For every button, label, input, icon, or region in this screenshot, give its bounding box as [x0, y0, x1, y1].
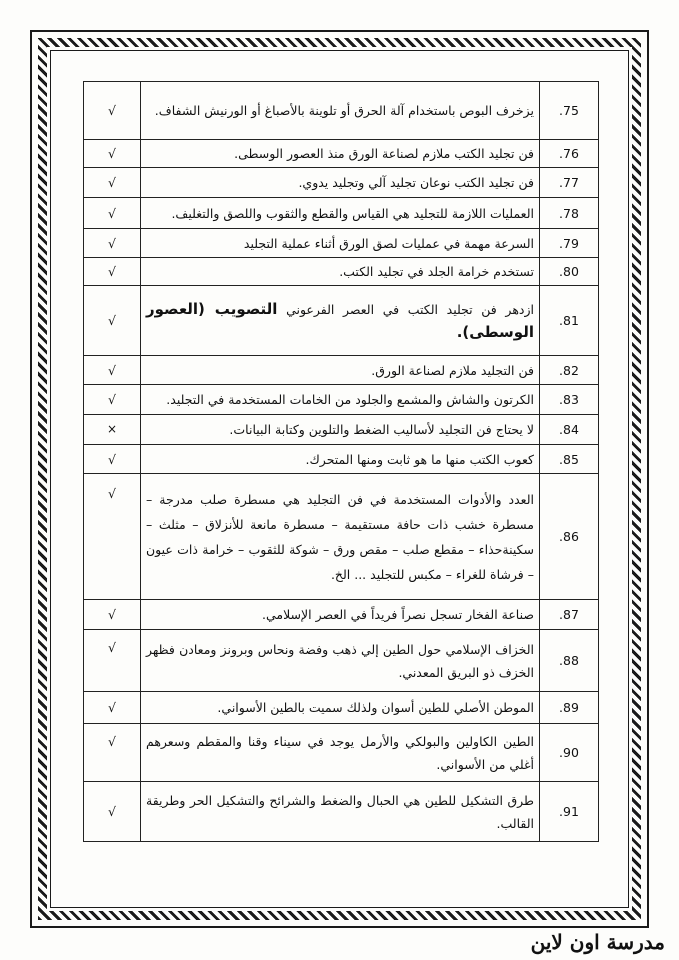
- table-row: [84, 600, 599, 630]
- item-number: .80: [540, 258, 599, 286]
- site-watermark: مدرسة اون لاين: [530, 930, 665, 954]
- table-row: [84, 724, 599, 782]
- table-row: [84, 692, 599, 724]
- answer-mark: √: [84, 600, 141, 630]
- item-number: .84: [540, 415, 599, 445]
- answer-mark: √: [84, 198, 141, 229]
- statement-text: كعوب الكتب منها ما هو ثابت ومنها المتحرك.: [141, 445, 540, 474]
- statement-text: صناعة الفخار تسجل نصراً فريداً في العصر الإسلامي.: [141, 600, 540, 630]
- table-row: [84, 415, 599, 445]
- statement-text: لا يحتاج فن التجليد لأساليب الضغط والتلوين وكتابة البيانات.: [141, 415, 540, 445]
- item-number: .86: [540, 474, 599, 600]
- table-row: [84, 168, 599, 198]
- answer-mark: √: [84, 140, 141, 168]
- true-false-answers-table: [83, 81, 599, 842]
- answer-mark: √: [84, 286, 141, 356]
- statement-text: فن التجليد ملازم لصناعة الورق.: [141, 356, 540, 385]
- item-number: .88: [540, 630, 599, 692]
- answer-mark: √: [84, 385, 141, 415]
- statement-text: الطين الكاولين والبولكي والأرمل يوجد في سيناء وقنا والمقطم وسعرهم أغلي من الأسواني.: [141, 724, 540, 782]
- item-number: .89: [540, 692, 599, 724]
- item-number: .91: [540, 782, 599, 842]
- statement-text: الموطن الأصلي للطين أسوان ولذلك سميت بالطين الأسواني.: [141, 692, 540, 724]
- answer-mark: √: [84, 356, 141, 385]
- table-row: [84, 198, 599, 229]
- statement-text: السرعة مهمة في عمليات لصق الورق أثناء عملية التجليد: [141, 229, 540, 258]
- answer-mark: √: [84, 692, 141, 724]
- answer-mark: √: [84, 724, 141, 782]
- item-number: .85: [540, 445, 599, 474]
- table-row: [84, 286, 599, 356]
- item-number: .82: [540, 356, 599, 385]
- table-row: [84, 229, 599, 258]
- table-row: [84, 445, 599, 474]
- item-number: .76: [540, 140, 599, 168]
- table-row: [84, 258, 599, 286]
- statement-text: العدد والأدوات المستخدمة في فن التجليد هي مسطرة صلب مدرجة – مسطرة خشب ذات حافة مستقيمة – مسطرة مانعة للأنزلاق – مثلث – سكينةحذاء – مقطع صلب – مقص ورق – شوكة للثقوب – خرامة ذات عيون – فرشاة للغراء – مكبس للتجليد ... الخ.: [141, 474, 540, 600]
- statement-text: يزخرف البوص باستخدام آلة الحرق أو تلوينة بالأصباغ أو الورنيش الشفاف.: [141, 82, 540, 140]
- table-row: [84, 782, 599, 842]
- statement-text-part: ازدهر فن تجليد الكتب في العصر الفرعوني: [286, 301, 534, 317]
- statement-text: فن تجليد الكتب ملازم لصناعة الورق منذ العصور الوسطى.: [141, 140, 540, 168]
- item-number: .79: [540, 229, 599, 258]
- table-row: [84, 474, 599, 600]
- item-number: .78: [540, 198, 599, 229]
- table-row: [84, 385, 599, 415]
- correction-text: التصويب (العصور الوسطى).: [146, 299, 534, 341]
- answer-mark: √: [84, 168, 141, 198]
- statement-text: [141, 286, 540, 356]
- item-number: .77: [540, 168, 599, 198]
- table-row: [84, 140, 599, 168]
- item-number: .81: [540, 286, 599, 356]
- item-number: .75: [540, 82, 599, 140]
- statement-text: تستخدم خرامة الجلد في تجليد الكتب.: [141, 258, 540, 286]
- statement-text: العمليات اللازمة للتجليد هي القياس والقطع والثقوب واللصق والتغليف.: [141, 198, 540, 229]
- item-number: .87: [540, 600, 599, 630]
- statement-text: طرق التشكيل للطين هي الحبال والضغط والشرائح والتشكيل الحر وطريقة القالب.: [141, 782, 540, 842]
- statement-text: فن تجليد الكتب نوعان تجليد آلي وتجليد يدوي.: [141, 168, 540, 198]
- answer-mark: √: [84, 474, 141, 600]
- answer-mark: √: [84, 630, 141, 692]
- statement-text: الكرتون والشاش والمشمع والجلود من الخامات المستخدمة في التجليد.: [141, 385, 540, 415]
- answer-mark: √: [84, 782, 141, 842]
- table-row: [84, 82, 599, 140]
- answer-mark: √: [84, 229, 141, 258]
- item-number: .83: [540, 385, 599, 415]
- statement-text: الخزاف الإسلامي حول الطين إلي ذهب وفضة ونحاس وبرونز ومعادن فظهر الخزف ذو البريق المعدني.: [141, 630, 540, 692]
- answer-mark: ×: [84, 415, 141, 445]
- table-row: [84, 630, 599, 692]
- item-number: .90: [540, 724, 599, 782]
- answer-mark: √: [84, 82, 141, 140]
- answer-mark: √: [84, 258, 141, 286]
- table-row: [84, 356, 599, 385]
- answer-mark: √: [84, 445, 141, 474]
